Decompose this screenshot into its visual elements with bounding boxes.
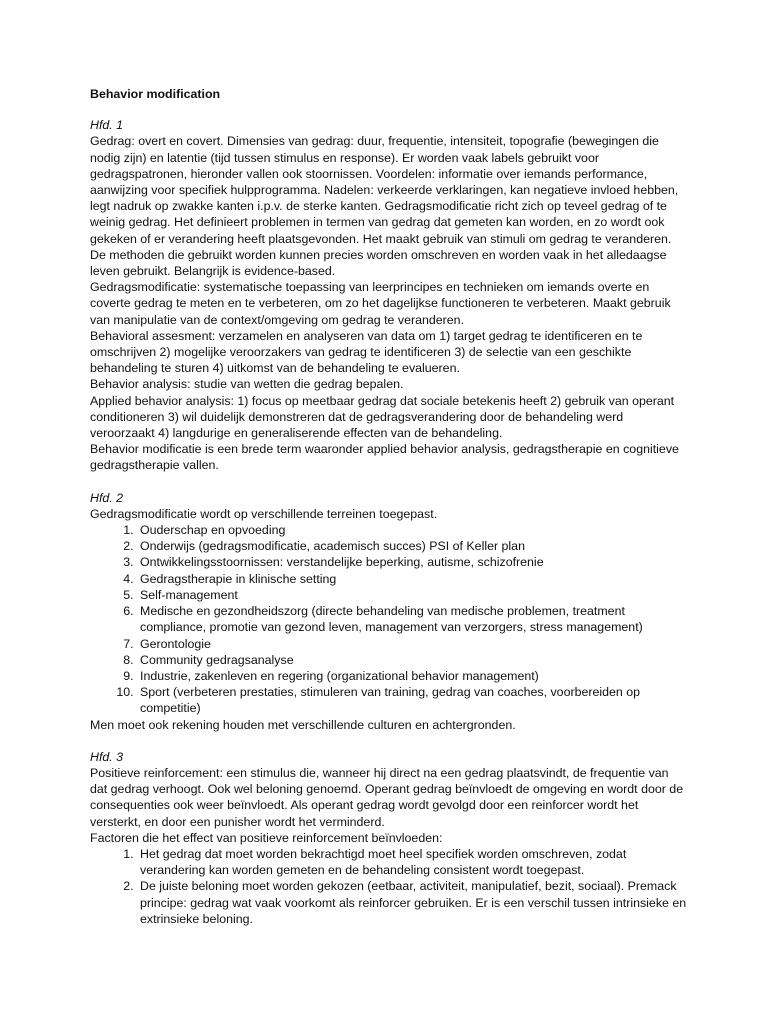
paragraph: Behavioral assesment: verzamelen en analyseren van data om 1) target gedrag te identificeren en te omschrijven 2) mogelijke veroorzakers van gedrag te identificeren 3) de selectie van een geschikte behandeling te sturen 4) uitkomst van de behandeling te evalueren. xyxy=(90,328,643,376)
paragraph: Factoren die het effect van positieve reinforcement beïnvloeden: xyxy=(90,830,443,845)
paragraph: Positieve reinforcement: een stimulus die, wanneer hij direct na een gedrag plaatsvindt, de frequentie van dat gedrag verhoogt. Ook wel beloning genoemd. Operant gedrag beïnvloedt de omgeving en wordt door de consequenties ook weer beïnvloedt. Als operant gedrag wordt gevolgd door een reinforcer wordt het versterkt, en door een punisher wordt het verminderd. xyxy=(90,765,684,829)
paragraph: Applied behavior analysis: 1) focus op meetbaar gedrag dat sociale betekenis heeft 2) gebruik van operant conditioneren 3) wil duidelijk demonstreren dat de gedragsverandering door de behandeling werd veroorzaakt 4) langdurige en generaliserende effecten van de behandeling. xyxy=(90,393,675,441)
section-hfd-2 xyxy=(90,490,688,733)
list-item: 3. Ontwikkelingsstoornissen: verstandelijke beperking, autisme, schizofrenie xyxy=(137,554,688,570)
list-item: 5. Self-management xyxy=(137,587,688,603)
section-hfd-1 xyxy=(90,117,688,473)
list-item: 2. Onderwijs (gedragsmodificatie, academisch succes) PSI of Keller plan xyxy=(137,538,688,554)
paragraph: Gedrag: overt en covert. Dimensies van gedrag: duur, frequentie, intensiteit, topografie (bewegingen die nodig zijn) en latentie (tijd tussen stimulus en response). Er worden vaak labels gebruikt voor gedragspatronen, hieronder vallen ook stoornissen. Voordelen: informatie over iemands performance, aanwijzing voor specifiek hulpprogramma. Nadelen: verkeerde verklaringen, kan negatieve invloed hebben, legt nadruk op zwakke kanten i.p.v. de sterke kanten. Gedragsmodificatie richt zich op teveel gedrag of te weinig gedrag. Het definieert problemen in termen van gedrag dat gemeten kan worden, en zo wordt ook gekeken of er verandering heeft plaatsgevonden. Het maakt gebruik van stimuli om gedrag te veranderen. De methoden die gebruikt worden kunnen precies worden omschreven en worden vaak in het alledaagse leven gebruikt. Belangrijk is evidence-based. xyxy=(90,134,679,279)
numbered-list xyxy=(90,846,688,927)
paragraph: Men moet ook rekening houden met verschillende culturen en achtergronden. xyxy=(90,717,516,732)
list-item: 9. Industrie, zakenleven en regering (organizational behavior management) xyxy=(137,668,688,684)
list-item: 7. Gerontologie xyxy=(137,636,688,652)
paragraph: Behavior modificatie is een brede term waaronder applied behavior analysis, gedragstherapie en cognitieve gedragstherapie vallen. xyxy=(90,442,679,473)
paragraph: Gedragsmodificatie wordt op verschillende terreinen toegepast. xyxy=(90,506,438,521)
numbered-list xyxy=(90,522,688,716)
document-title: Behavior modification xyxy=(90,87,221,101)
list-item: 4. Gedragstherapie in klinische setting xyxy=(137,571,688,587)
section-heading: Hfd. 2 xyxy=(90,490,124,505)
section-heading: Hfd. 3 xyxy=(90,749,124,764)
section-hfd-3 xyxy=(90,749,688,927)
list-item: 2. De juiste beloning moet worden gekozen (eetbaar, activiteit, manipulatief, bezit, sociaal). Premack principe: gedrag wat vaak voorkomt als reinforcer gebruiken. Er is een verschil tussen intrinsieke en extrinsieke beloning. xyxy=(137,878,688,927)
paragraph: Gedragsmodificatie: systematische toepassing van leerprincipes en technieken om iemands overte en coverte gedrag te meten en te verbeteren, om zo het dagelijkse functioneren te verbeteren. Maakt gebruik van manipulatie van de context/omgeving om gedrag te veranderen. xyxy=(90,280,671,327)
list-item: 1. Ouderschap en opvoeding xyxy=(137,522,688,538)
list-item: 10. Sport (verbeteren prestaties, stimuleren van training, gedrag van coaches, voorbereiden op competitie) xyxy=(137,684,688,716)
list-item: 1. Het gedrag dat moet worden bekrachtigd moet heel specifiek worden omschreven, zodat verandering kan worden gemeten en de behandeling consistent wordt toegepast. xyxy=(137,846,688,878)
list-item: 8. Community gedragsanalyse xyxy=(137,652,688,668)
paragraph: Behavior analysis: studie van wetten die gedrag bepalen. xyxy=(90,377,404,392)
section-heading: Hfd. 1 xyxy=(90,118,124,133)
list-item: 6. Medische en gezondheidszorg (directe behandeling van medische problemen, treatment compliance, promotie van gezond leven, management van verzorgers, stress management) xyxy=(137,603,688,635)
